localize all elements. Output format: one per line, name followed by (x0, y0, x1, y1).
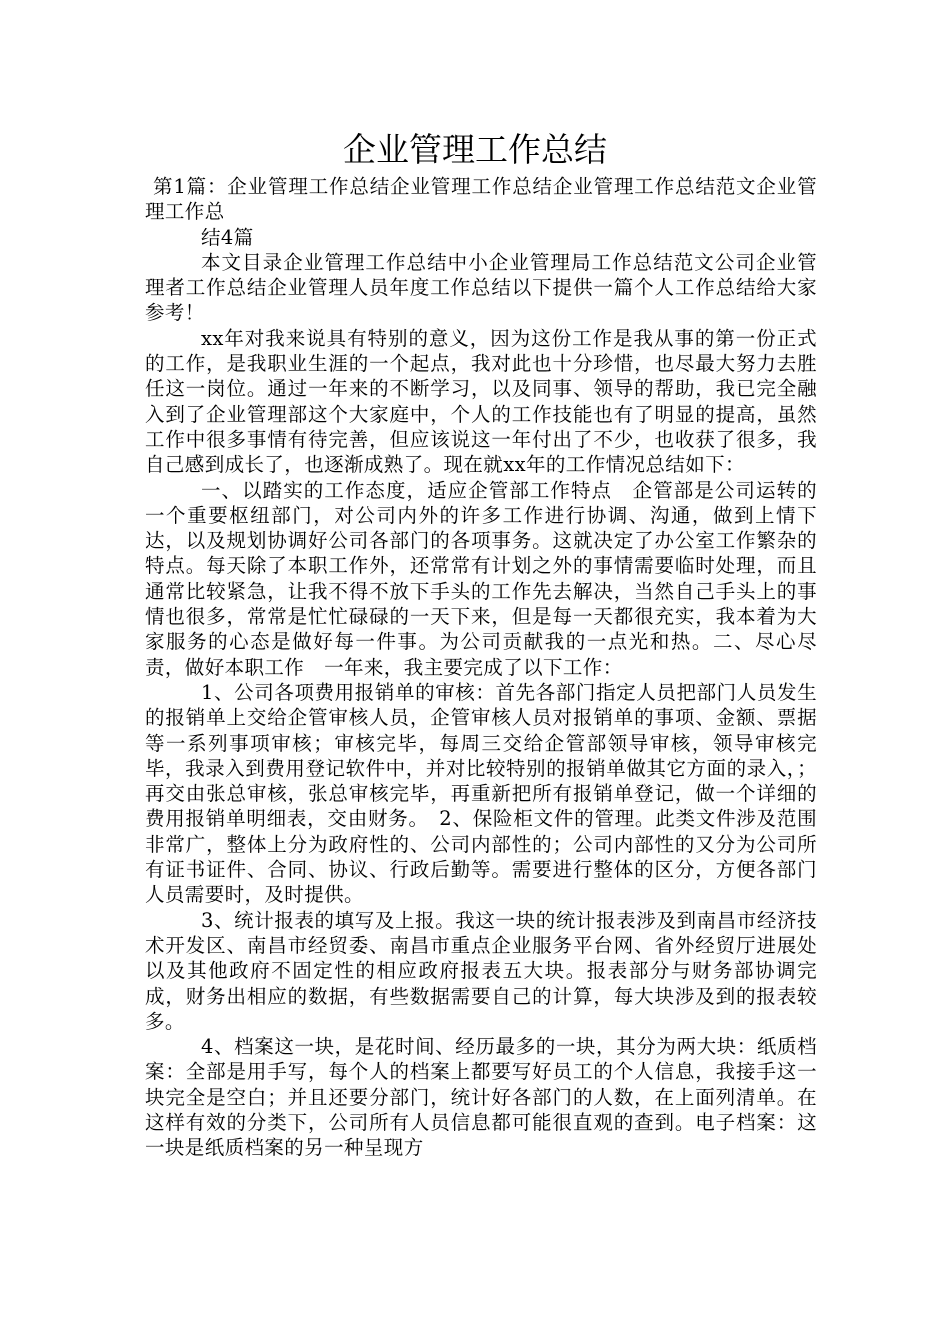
document-body (145, 174, 817, 1161)
paragraph-3: 本文目录企业管理工作总结中小企业管理局工作总结范文公司企业管理者工作总结企业管理人员年度工作总结以下提供一篇个人工作总结给大家参考！ (145, 250, 817, 325)
paragraph-6: 1、公司各项费用报销单的审核：首先各部门指定人员把部门人员发生的报销单上交给企管审核人员，企管审核人员对报销单的事项、金额、票据等一系列事项审核；审核完毕，每周三交给企管部领导审核，领导审核完毕，我录入到费用登记软件中，并对比较特别的报销单做其它方面的录入，；再交由张总审核，张总审核完毕，再重新把所有报销单登记，做一个详细的费用报销单明细表，交由财务。 2、保险柜文件的管理。此类文件涉及范围非常广，整体上分为政府性的、公司内部性的；公司内部性的又分为公司所有证书证件、合同、协议、行政后勤等。需要进行整体的区分，方便各部门人员需要时，及时提供。 (145, 680, 817, 907)
paragraph-1: 第1篇：企业管理工作总结企业管理工作总结企业管理工作总结范文企业管理工作总 (145, 175, 817, 224)
paragraph-7: 3、统计报表的填写及上报。我这一块的统计报表涉及到南昌市经济技术开发区、南昌市经贸委、南昌市重点企业服务平台网、省外经贸厅进展处以及其他政府不固定性的相应政府报表五大块。报表部分与财务部协调完成，财务出相应的数据，有些数据需要自己的计算，每大块涉及到的报表较多。 (145, 908, 817, 1033)
document-title: 企业管理工作总结 (343, 130, 607, 169)
paragraph-2: 结4篇 (201, 225, 254, 249)
paragraph-5: 一、以踏实的工作态度，适应企管部工作特点 企管部是公司运转的一个重要枢纽部门，对公司内外的许多工作进行协调、沟通，做到上情下达，以及规划协调好公司各部门的各项事务。这就决定了办公室工作繁杂的特点。每天除了本职工作外，还常常有计划之外的事情需要临时处理，而且通常比较紧急，让我不得不放下手头的工作先去解决，当然自己手头上的事情也很多，常常是忙忙碌碌的一天下来，但是每一天都很充实，我本着为大家服务的心态是做好每一件事。为公司贡献我的一点光和热。二、尽心尽责，做好本职工作 一年来，我主要完成了以下工作： (145, 478, 817, 679)
paragraph-4: xx年对我来说具有特别的意义，因为这份工作是我从事的第一份正式的工作，是我职业生涯的一个起点，我对此也十分珍惜，也尽最大努力去胜任这一岗位。通过一年来的不断学习，以及同事、领导的帮助，我已完全融入到了企业管理部这个大家庭中，个人的工作技能也有了明显的提高，虽然工作中很多事情有待完善，但应该说这一年付出了不少，也收获了很多，我自己感到成长了，也逐渐成熟了。现在就xx年的工作情况总结如下： (145, 326, 817, 477)
paragraph-8: 4、档案这一块，是花时间、经历最多的一块，其分为两大块：纸质档案：全部是用手写，每个人的档案上都要写好员工的个人信息，我接手这一块完全是空白；并且还要分部门，统计好各部门的人数，在上面列清单。在这样有效的分类下，公司所有人员信息都可能很直观的查到。电子档案：这一块是纸质档案的另一种呈现方 (145, 1035, 817, 1160)
